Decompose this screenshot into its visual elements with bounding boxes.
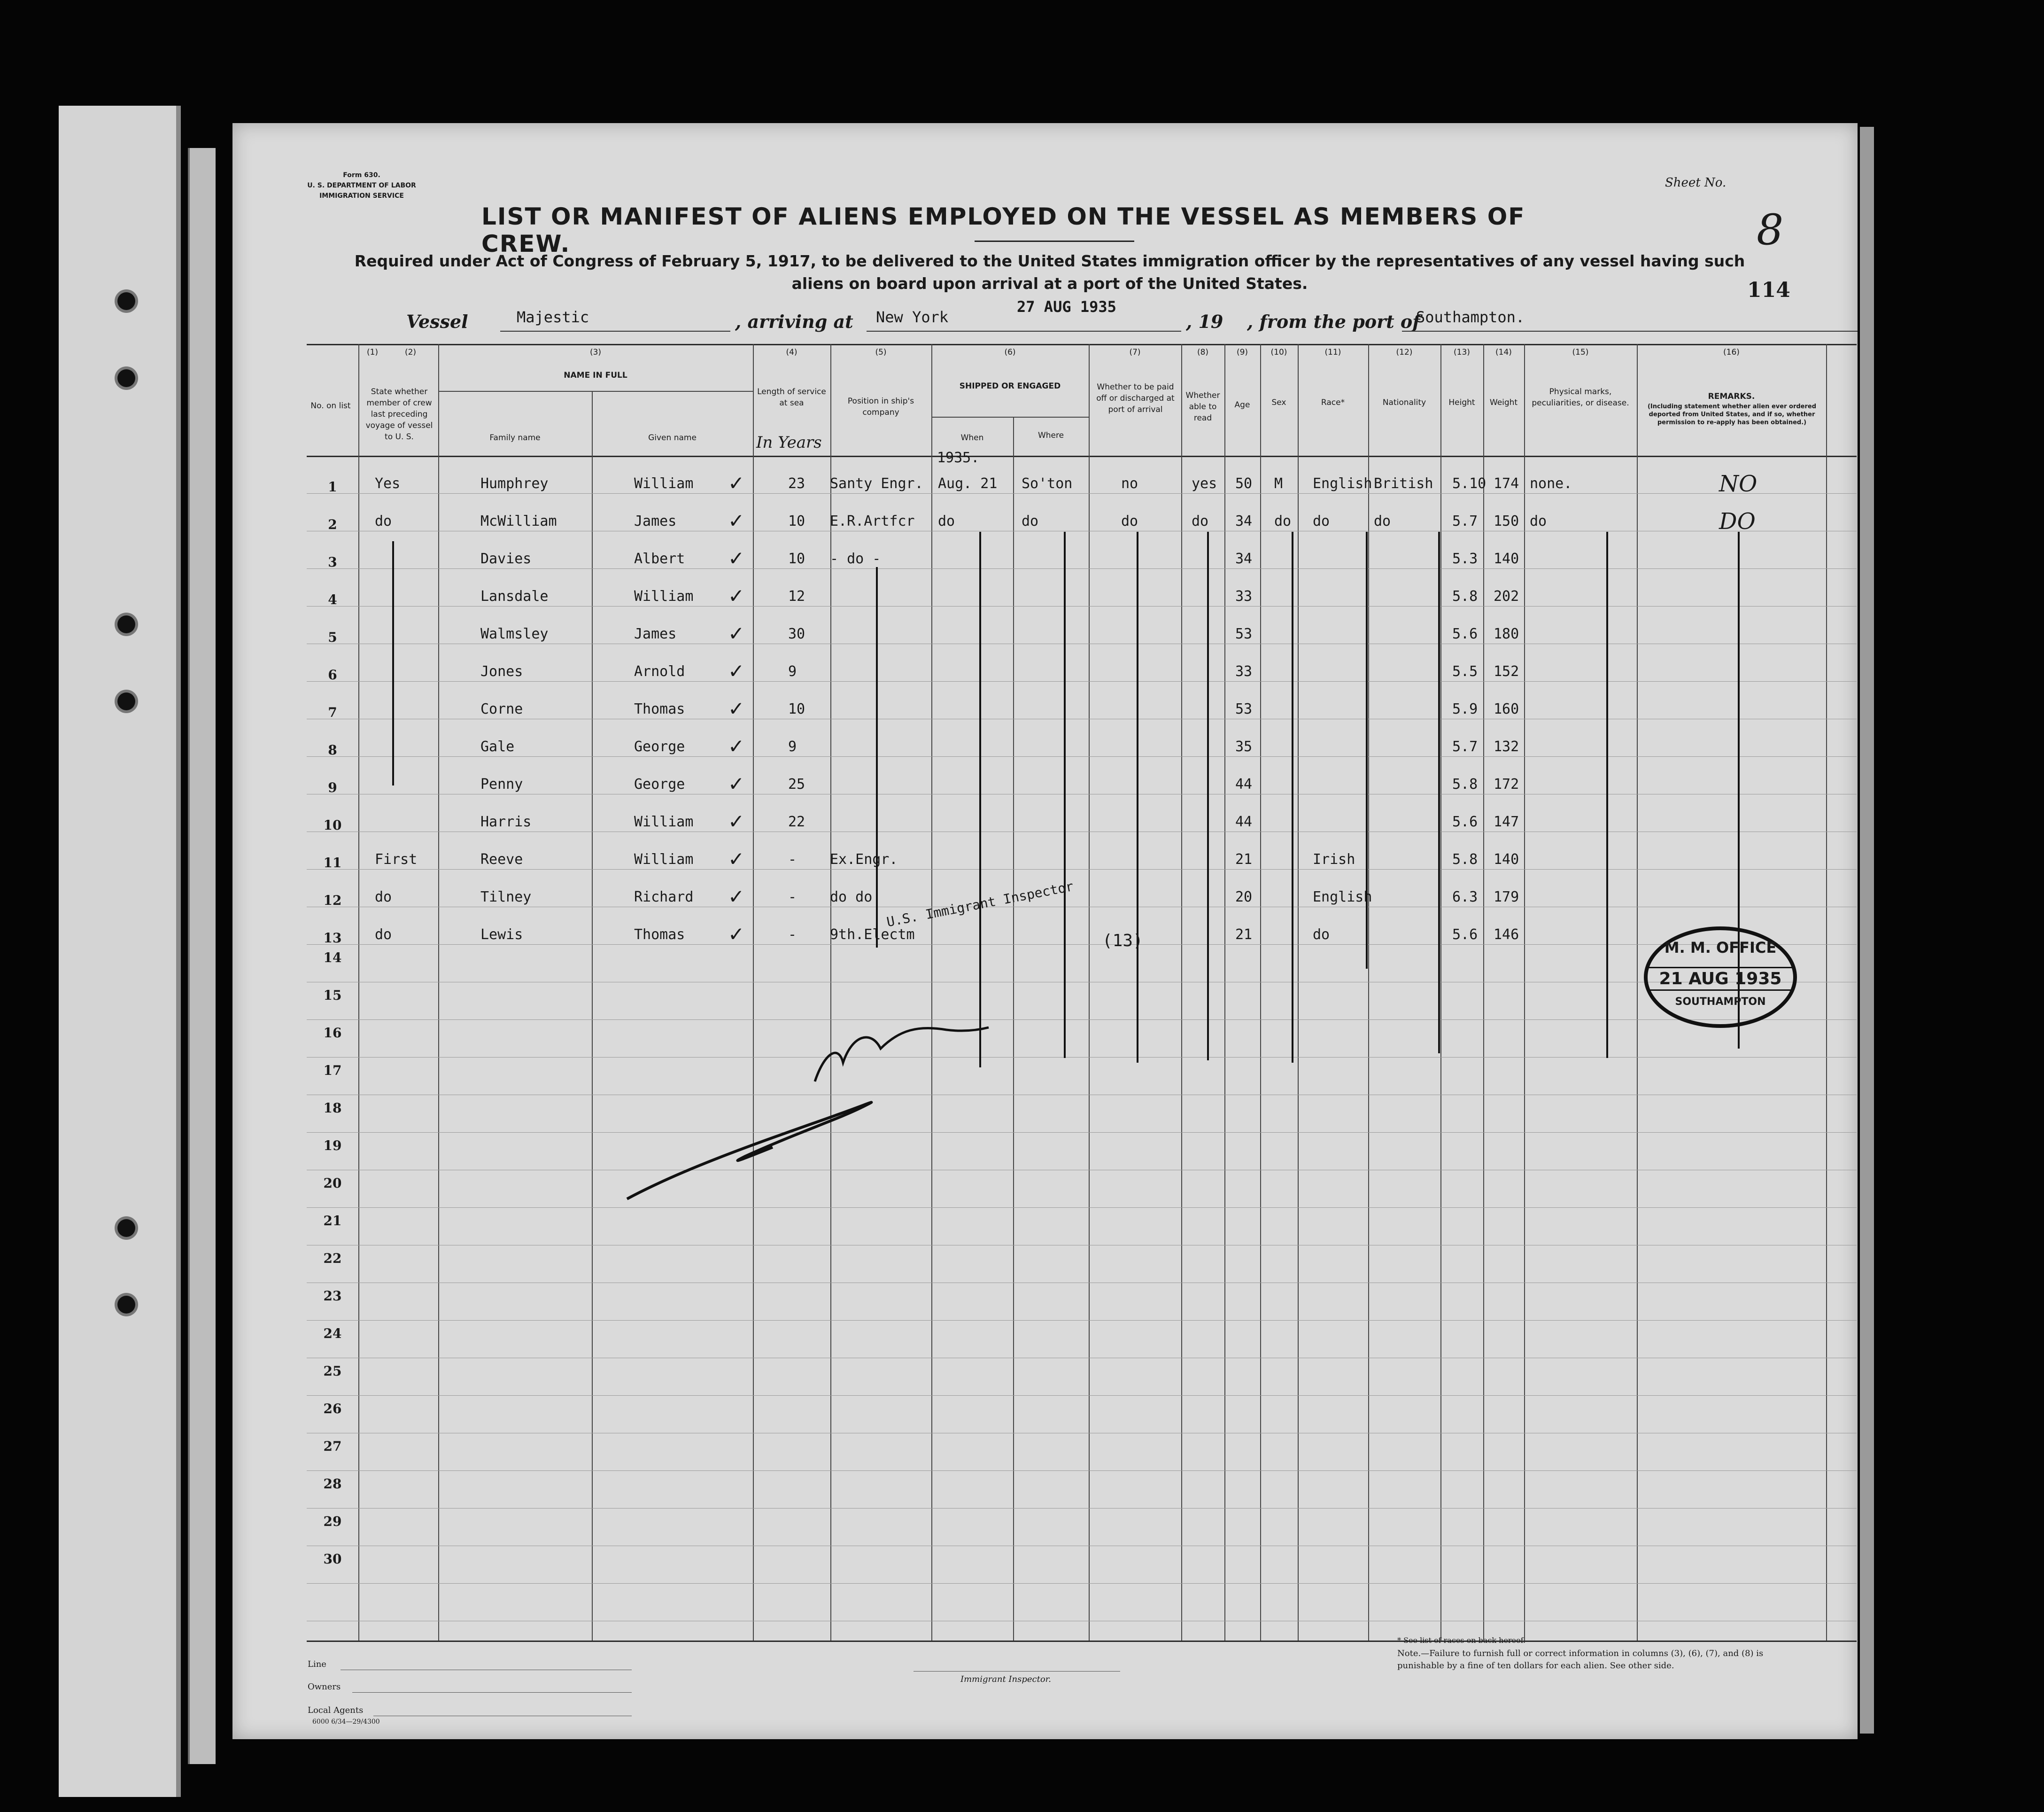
remarks: NO [1719,471,1758,497]
row-number: 8 [328,742,337,758]
header-remarks-note: (Including statement whether alien ever ordered deported from United States, and if so, whether permission to re-apply has been obtained.) [1647,403,1817,426]
age: 21 [1235,926,1253,943]
given-name: William [634,814,694,830]
check-mark: ✓ [728,885,745,908]
row-number: 9 [328,780,337,795]
given-name: William [634,475,694,492]
ditto-mark [1207,532,1209,1060]
arriving-label: , arriving at [735,311,853,332]
column-number: (7) [1129,348,1141,357]
row-number: 1 [328,479,337,495]
physical-marks: do [1530,513,1547,529]
family-name: Walmsley [480,626,549,642]
stamp-date: 21 AUG 1935 [1648,967,1793,991]
header-physical: Physical marks, peculiarities, or disease. [1532,387,1629,408]
service-years: - [788,851,797,868]
column-number: (16) [1723,348,1740,357]
remarks: DO [1719,508,1756,535]
row-number: 28 [323,1476,342,1492]
family-name: Tilney [480,889,532,905]
height: 5.3 [1452,551,1478,567]
from-label: , from the port of [1247,311,1420,332]
binding-edge [188,148,216,1764]
punch-hole [117,292,135,310]
footer-print-code: 6000 6/34—29/4300 [312,1718,380,1726]
member-status: Yes [375,475,401,492]
service-years: - [788,926,797,943]
height: 5.6 [1452,814,1478,830]
weight: 179 [1494,889,1519,905]
column-number: (15) [1572,348,1589,357]
service-years: 30 [788,626,805,642]
check-mark: ✓ [728,772,745,795]
punch-hole [117,369,135,387]
row-number: 27 [323,1439,342,1454]
able-to-read: do [1192,513,1209,529]
header-height: Height [1448,398,1475,407]
row-number: 20 [323,1175,342,1191]
position: E.R.Artfcr [830,513,915,529]
position: do do [830,889,873,905]
subtitle-line-1: Required under Act of Congress of February 5, 1917, to be delivered to the United States immigration officer by the representatives of any vessel having such [354,252,1745,270]
age: 44 [1235,776,1253,793]
header-paid-off: Whether to be paid off or discharged at port of arrival [1096,382,1175,414]
header-state-member: State whether member of crew last preceding voyage of vessel to U. S. [365,387,433,442]
column-number: (6) [1004,348,1016,357]
ditto-mark [1438,532,1440,1053]
binding-strip [59,106,181,1797]
footer-agents-label: Local Agents [308,1705,364,1715]
member-status: do [375,889,392,905]
shipped-where: So'ton [1022,475,1073,492]
height: 5.7 [1452,513,1478,529]
given-name: Richard [634,889,694,905]
age: 21 [1235,851,1253,868]
weight: 146 [1494,926,1519,943]
weight: 174 [1494,475,1519,492]
subtitle [341,250,1759,295]
member-status: do [375,926,392,943]
height: 5.8 [1452,851,1478,868]
vessel-name: Majestic [517,308,589,326]
family-name: Lewis [480,926,523,943]
family-name: Davies [480,551,532,567]
family-name: McWilliam [480,513,557,529]
check-mark: ✓ [728,622,745,645]
year-label: , 19 [1186,311,1223,332]
row-number: 14 [323,950,342,965]
footer-inspector-label: Immigrant Inspector. [960,1674,1052,1684]
header-age: Age [1234,400,1250,410]
header-nationality: Nationality [1382,398,1426,407]
physical-marks: none. [1530,475,1572,492]
column-number: (11) [1324,348,1341,357]
column-number: (5) [875,348,887,357]
ditto-mark [1292,532,1293,1063]
given-name: William [634,851,694,868]
row-number: 6 [328,667,337,683]
position: Ex.Engr. [830,851,898,868]
check-mark: ✓ [728,472,745,495]
check-mark: ✓ [728,848,745,871]
page-number: 114 [1747,278,1790,302]
given-name: Arnold [634,663,685,680]
punch-hole [117,615,135,633]
given-name: Thomas [634,701,685,717]
punch-hole [117,1219,135,1237]
check-mark: ✓ [728,735,745,758]
column-number: (1) [366,348,379,357]
able-to-read: yes [1192,475,1217,492]
punch-hole [117,1296,135,1314]
weight: 140 [1494,551,1519,567]
height: 5.6 [1452,626,1478,642]
check-mark: ✓ [728,697,745,720]
service-years: 10 [788,701,805,717]
race: Irish [1313,851,1355,868]
vessel-line [406,298,1858,332]
family-name: Penny [480,776,523,793]
row-number: 7 [328,705,337,720]
weight: 147 [1494,814,1519,830]
header-weight: Weight [1489,398,1518,407]
family-name: Corne [480,701,523,717]
header-sex: Sex [1271,398,1286,407]
header-bottom-rule [307,456,1857,457]
inspector-count: (13) [1102,931,1143,950]
header-able-read: Whether able to read [1185,391,1220,423]
column-number: (8) [1197,348,1209,357]
sex: do [1274,513,1292,529]
row-number: 11 [323,855,342,871]
check-mark: ✓ [728,660,745,683]
age: 33 [1235,588,1253,605]
table-bottom-rule [307,1641,1857,1642]
family-name: Lansdale [480,588,549,605]
length-unit: In Years [756,433,822,452]
ditto-mark [1064,532,1066,1058]
age: 35 [1235,739,1253,755]
footer-owners-label: Owners [308,1682,341,1692]
stamp-office: M. M. OFFICE [1664,939,1777,957]
height: 6.3 [1452,889,1478,905]
ditto-mark [876,567,878,948]
row-number: 25 [323,1363,342,1379]
header-remarks: REMARKS. [1708,392,1755,401]
header-shipped: SHIPPED OR ENGAGED [959,381,1061,391]
age: 20 [1235,889,1253,905]
shipped-when: Aug. 21 [938,475,998,492]
weight: 172 [1494,776,1519,793]
footer-line-label: Line [308,1659,326,1669]
weight: 132 [1494,739,1519,755]
header-when: When [960,433,984,443]
weight: 180 [1494,626,1519,642]
sheet-label: Sheet No. [1665,176,1727,190]
column-number: (12) [1396,348,1413,357]
header-length-service: Length of service at sea [757,387,826,408]
row-number: 22 [323,1251,342,1266]
check-mark: ✓ [728,584,745,607]
stamp-port: SOUTHAMPTON [1675,996,1766,1008]
weight: 152 [1494,663,1519,680]
paid-off: do [1121,513,1138,529]
race: English [1313,475,1372,492]
page-title: LIST OR MANIFEST OF ALIENS EMPLOYED ON THE VESSEL AS MEMBERS OF CREW. [481,203,1525,257]
title-rule [975,241,1134,242]
form-number: Form 630. [343,171,380,179]
height: 5.8 [1452,776,1478,793]
inspector-signature [618,912,993,1222]
row-number: 15 [323,988,342,1003]
row-number: 10 [323,817,342,833]
from-port: Southampton. [1416,308,1525,326]
weight: 202 [1494,588,1519,605]
row-number: 13 [323,930,342,946]
service-years: 22 [788,814,805,830]
row-number: 29 [323,1514,342,1529]
weight: 150 [1494,513,1519,529]
footer-note: Note.—Failure to furnish full or correct information in columns (3), (6), (7), and (8) is punishable by a fine of ten dollars for each alien. See other side. [1397,1649,1764,1671]
header-family-name: Family name [489,433,541,443]
given-name: William [634,588,694,605]
row-number: 5 [328,630,337,645]
column-number: (13) [1454,348,1470,357]
given-name: James [634,626,677,642]
service-years: 9 [788,663,797,680]
shipped-when: do [938,513,955,529]
weight: 140 [1494,851,1519,868]
service-years: 12 [788,588,805,605]
header-race: Race* [1321,398,1345,407]
given-name: George [634,739,685,755]
column-number: (14) [1495,348,1512,357]
header-position: Position in ship's company [847,397,914,417]
row-number: 2 [328,517,337,532]
header-given-name: Given name [648,433,697,443]
age: 53 [1235,626,1253,642]
position: Santy Engr. [830,475,923,492]
vessel-label: Vessel [406,311,468,332]
member-status: do [375,513,392,529]
row-number: 16 [323,1025,342,1041]
sheet-number: 8 [1757,205,1784,255]
shipped-where: do [1022,513,1039,529]
column-number: (2) [404,348,417,357]
height: 5.5 [1452,663,1478,680]
height: 5.6 [1452,926,1478,943]
row-number: 26 [323,1401,342,1416]
age: 50 [1235,475,1253,492]
position: 9th.Electm [830,926,915,943]
row-number: 19 [323,1138,342,1153]
age: 33 [1235,663,1253,680]
given-name: George [634,776,685,793]
header-name-in-full: NAME IN FULL [564,371,627,380]
form-identifier [277,170,446,201]
position: - do - [830,551,881,567]
family-name: Harris [480,814,532,830]
family-name: Gale [480,739,515,755]
year-note: 1935. [937,450,980,466]
race: do [1313,513,1330,529]
manifest-page [232,123,1858,1739]
form-service: IMMIGRATION SERVICE [319,192,404,200]
header-where: Where [1037,431,1064,440]
height: 5.10 [1452,475,1487,492]
row-number: 18 [323,1100,342,1116]
ditto-mark [1366,532,1368,969]
age: 53 [1235,701,1253,717]
row-number: 3 [328,554,337,570]
row-number: 24 [323,1326,342,1341]
family-name: Jones [480,663,523,680]
column-number: (10) [1270,348,1287,357]
sex: M [1274,475,1283,492]
paid-off: no [1121,475,1138,492]
height: 5.9 [1452,701,1478,717]
row-number: 17 [323,1063,342,1078]
given-name: Albert [634,551,685,567]
ditto-mark [1606,532,1608,1058]
service-years: 25 [788,776,805,793]
header-no-on-list: No. on list [310,401,351,411]
column-number: (9) [1236,348,1248,357]
punch-hole [117,692,135,710]
footer-star-note: * See list of races on back hereof. [1397,1636,1526,1645]
inspector-stamp: U.S. Immigrant Inspector [885,878,1075,930]
arriving-port: New York [876,308,949,326]
member-status: First [375,851,418,868]
height: 5.7 [1452,739,1478,755]
row-number: 12 [323,893,342,908]
age: 34 [1235,513,1253,529]
weight: 160 [1494,701,1519,717]
service-years: 9 [788,739,797,755]
form-department: U. S. DEPARTMENT OF LABOR [307,182,416,189]
height: 5.8 [1452,588,1478,605]
check-mark: ✓ [728,810,745,833]
nationality: do [1374,513,1391,529]
row-number: 4 [328,592,337,607]
row-number: 30 [323,1551,342,1567]
table-top-rule [307,344,1857,345]
race: English [1313,889,1372,905]
column-number: (4) [786,348,797,357]
check-mark: ✓ [728,923,745,946]
column-number: (3) [589,348,602,357]
row-number: 21 [323,1213,342,1229]
check-mark: ✓ [728,509,745,532]
page-edge [1860,127,1874,1734]
given-name: James [634,513,677,529]
subtitle-line-2: aliens on board upon arrival at a port of the United States. [791,274,1308,293]
race: do [1313,926,1330,943]
ditto-mark [392,541,394,785]
check-mark: ✓ [728,547,745,570]
ditto-mark [1137,532,1138,1063]
age: 44 [1235,814,1253,830]
service-years: 23 [788,475,805,492]
date-stamp: 27 AUG 1935 [1017,298,1116,316]
nationality: British [1374,475,1433,492]
given-name: Thomas [634,926,685,943]
row-number: 23 [323,1288,342,1304]
service-years: 10 [788,551,805,567]
age: 34 [1235,551,1253,567]
family-name: Reeve [480,851,523,868]
service-years: 10 [788,513,805,529]
service-years: - [788,889,797,905]
family-name: Humphrey [480,475,549,492]
office-stamp [1644,926,1797,1028]
